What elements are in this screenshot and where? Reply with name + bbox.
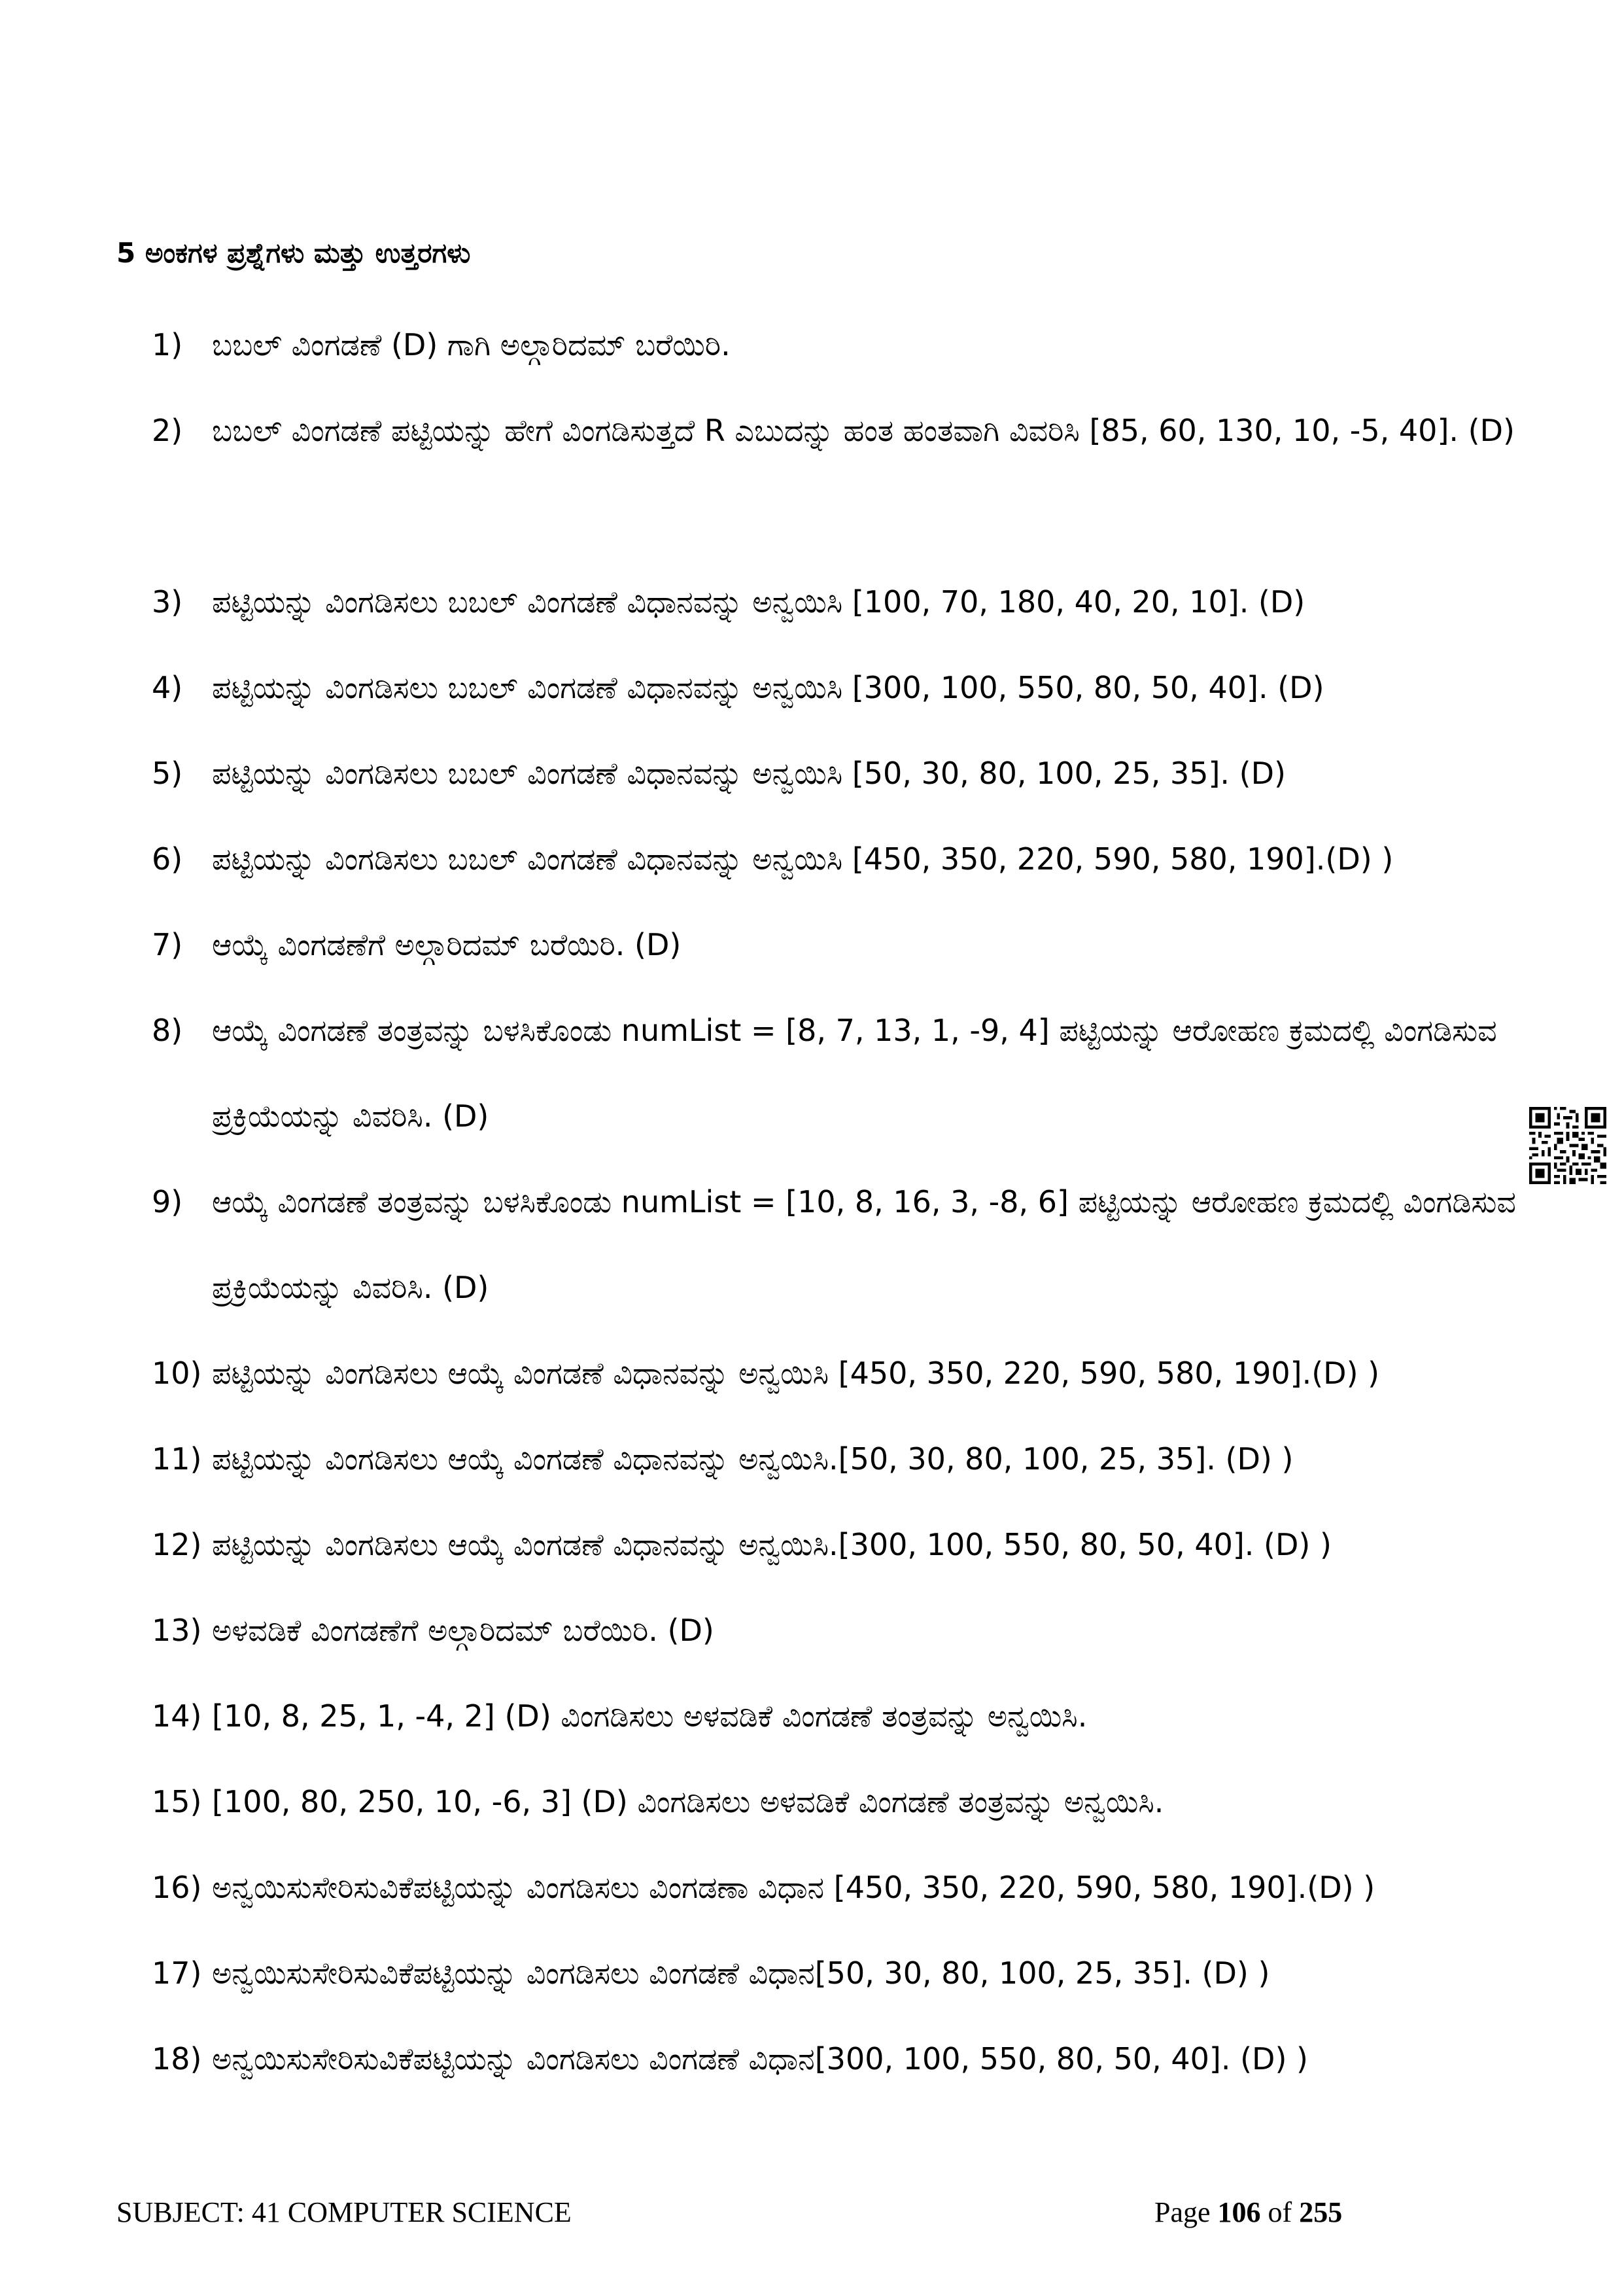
- question-number: 13): [152, 1613, 202, 1648]
- question-number: 10): [152, 1356, 202, 1391]
- question-text: ಪಟ್ಟಿಯನ್ನು ವಿಂಗಡಿಸಲು ಆಯ್ಕೆ ವಿಂಗಡಣೆ ವಿಧಾನವನ್ನು ಅನ್ವಯಿಸಿ.[300, 100, 550, 80, 50, 40]. (D) ): [212, 1527, 1332, 1562]
- question-text: ಆಯ್ಕೆ ವಿಂಗಡಣೆಗೆ ಅಲ್ಗಾರಿದಮ್ ಬರೆಯಿರಿ. (D): [212, 927, 682, 962]
- question-number: 15): [152, 1784, 202, 1819]
- list-item: [152, 2016, 1558, 2102]
- question-number: 18): [152, 2041, 202, 2076]
- question-number: 17): [152, 1955, 202, 1991]
- question-number: 8): [152, 1013, 183, 1048]
- page-number: 106: [1217, 2196, 1261, 2228]
- list-item: [152, 1673, 1558, 1759]
- footer-page-indicator: [1154, 2196, 1342, 2229]
- list-item: [152, 1759, 1558, 1845]
- list-item: [152, 988, 1558, 1159]
- question-number: 1): [152, 327, 183, 362]
- list-item: [152, 1845, 1558, 1931]
- list-item: [152, 302, 1558, 388]
- question-text: ಬಬಲ್ ವಿಂಗಡಣೆ ಪಟ್ಟಿಯನ್ನು ಹೇಗೆ ವಿಂಗಡಿಸುತ್ತದೆ R ಎಬುದನ್ನು ಹಂತ ಹಂತವಾಗಿ ವಿವರಿಸಿ [85, 60, 130, 10, -5, 40]. (D): [212, 413, 1515, 448]
- question-number: 4): [152, 670, 183, 705]
- question-text: ಅನ್ವಯಿಸುಸೇರಿಸುವಿಕೆಪಟ್ಟಿಯನ್ನು ವಿಂಗಡಿಸಲು ವಿಂಗಡಣೆ ವಿಧಾನ[50, 30, 80, 100, 25, 35]. (D) ): [212, 1955, 1270, 1991]
- question-number: 2): [152, 413, 183, 448]
- list-item: [152, 816, 1558, 902]
- footer-subject: SUBJECT: 41 COMPUTER SCIENCE: [116, 2196, 572, 2228]
- list-item: [152, 645, 1558, 731]
- question-text: [10, 8, 25, 1, -4, 2] (D) ವಿಂಗಡಿಸಲು ಅಳವಡಿಕೆ ವಿಂಗಡಣೆ ತಂತ್ರವನ್ನು ಅನ್ವಯಿಸಿ.: [212, 1698, 1088, 1734]
- qr-code-icon[interactable]: [1529, 1107, 1606, 1184]
- of-word: of: [1268, 2196, 1292, 2228]
- question-number: 5): [152, 756, 183, 791]
- list-item: [152, 1502, 1558, 1588]
- question-number: 9): [152, 1184, 183, 1219]
- question-text: ಅನ್ವಯಿಸುಸೇರಿಸುವಿಕೆಪಟ್ಟಿಯನ್ನು ವಿಂಗಡಿಸಲು ವಿಂಗಡಣಾ ವಿಧಾನ [450, 350, 220, 590, 580, 190].(D) ): [212, 1870, 1375, 1905]
- question-text: ಪಟ್ಟಿಯನ್ನು ವಿಂಗಡಿಸಲು ಆಯ್ಕೆ ವಿಂಗಡಣೆ ವಿಧಾನವನ್ನು ಅನ್ವಯಿಸಿ [450, 350, 220, 590, 580, 190].(D) ): [212, 1356, 1380, 1391]
- question-number: 14): [152, 1698, 202, 1734]
- list-item: [152, 388, 1558, 474]
- question-text: ಪಟ್ಟಿಯನ್ನು ವಿಂಗಡಿಸಲು ಬಬಲ್ ವಿಂಗಡಣೆ ವಿಧಾನವನ್ನು ಅನ್ವಯಿಸಿ [450, 350, 220, 590, 580, 190].(D) ): [212, 841, 1394, 877]
- page-total: 255: [1299, 2196, 1343, 2228]
- question-number: 16): [152, 1870, 202, 1905]
- page-word: Page: [1154, 2196, 1211, 2228]
- qr-code-graphic: [1529, 1107, 1606, 1184]
- question-text: ಪಟ್ಟಿಯನ್ನು ವಿಂಗಡಿಸಲು ಬಬಲ್ ವಿಂಗಡಣೆ ವಿಧಾನವನ್ನು ಅನ್ವಯಿಸಿ [300, 100, 550, 80, 50, 40]. (D): [212, 670, 1324, 705]
- list-item: [152, 559, 1558, 645]
- question-text: ಅಳವಡಿಕೆ ವಿಂಗಡಣೆಗೆ ಅಲ್ಗಾರಿದಮ್ ಬರೆಯಿರಿ. (D): [212, 1613, 714, 1648]
- list-item: [152, 1588, 1558, 1673]
- question-text: ಬಬಲ್ ವಿಂಗಡಣೆ (D) ಗಾಗಿ ಅಲ್ಗಾರಿದಮ್ ಬರೆಯಿರಿ.: [212, 327, 731, 362]
- question-number: 11): [152, 1441, 202, 1477]
- question-number: 6): [152, 841, 183, 877]
- question-text: ಅನ್ವಯಿಸುಸೇರಿಸುವಿಕೆಪಟ್ಟಿಯನ್ನು ವಿಂಗಡಿಸಲು ವಿಂಗಡಣೆ ವಿಧಾನ[300, 100, 550, 80, 50, 40]. (D) ): [212, 2041, 1308, 2076]
- question-number: 7): [152, 927, 183, 962]
- question-text: ಪಟ್ಟಿಯನ್ನು ವಿಂಗಡಿಸಲು ಬಬಲ್ ವಿಂಗಡಣೆ ವಿಧಾನವನ್ನು ಅನ್ವಯಿಸಿ [100, 70, 180, 40, 20, 10]. (D): [212, 584, 1305, 620]
- list-item: [152, 1331, 1558, 1416]
- question-text: ಪಟ್ಟಿಯನ್ನು ವಿಂಗಡಿಸಲು ಆಯ್ಕೆ ವಿಂಗಡಣೆ ವಿಧಾನವನ್ನು ಅನ್ವಯಿಸಿ.[50, 30, 80, 100, 25, 35]. (D) ): [212, 1441, 1294, 1477]
- list-item: [152, 1931, 1558, 2016]
- question-text: ಆಯ್ಕೆ ವಿಂಗಡಣೆ ತಂತ್ರವನ್ನು ಬಳಸಿಕೊಂಡು numList = [8, 7, 13, 1, -9, 4] ಪಟ್ಟಿಯನ್ನು ಆರೋಹಣ ಕ್ರಮದಲ್ಲಿ ವಿಂಗಡಿಸುವ ಪ್ರಕ್ರಿಯೆಯನ್ನು ವಿವರಿಸಿ. (D): [212, 1013, 1497, 1134]
- question-text: ಆಯ್ಕೆ ವಿಂಗಡಣೆ ತಂತ್ರವನ್ನು ಬಳಸಿಕೊಂಡು numList = [10, 8, 16, 3, -8, 6] ಪಟ್ಟಿಯನ್ನು ಆರೋಹಣ ಕ್ರಮದಲ್ಲಿ ವಿಂಗಡಿಸುವ ಪ್ರಕ್ರಿಯೆಯನ್ನು ವಿವರಿಸಿ. (D): [212, 1184, 1516, 1305]
- list-item: [152, 902, 1558, 988]
- question-text: [100, 80, 250, 10, -6, 3] (D) ವಿಂಗಡಿಸಲು ಅಳವಡಿಕೆ ವಿಂಗಡಣೆ ತಂತ್ರವನ್ನು ಅನ್ವಯಿಸಿ.: [212, 1784, 1164, 1819]
- list-item: [152, 731, 1558, 816]
- section-heading: 5 ಅಂಕಗಳ ಪ್ರಶ್ನೆಗಳು ಮತ್ತು ಉತ್ತರಗಳು: [116, 237, 471, 269]
- question-number: 3): [152, 584, 183, 620]
- list-item: [152, 1159, 1558, 1331]
- question-text: ಪಟ್ಟಿಯನ್ನು ವಿಂಗಡಿಸಲು ಬಬಲ್ ವಿಂಗಡಣೆ ವಿಧಾನವನ್ನು ಅನ್ವಯಿಸಿ [50, 30, 80, 100, 25, 35]. (D): [212, 756, 1286, 791]
- question-number: 12): [152, 1527, 202, 1562]
- list-item: [152, 1416, 1558, 1502]
